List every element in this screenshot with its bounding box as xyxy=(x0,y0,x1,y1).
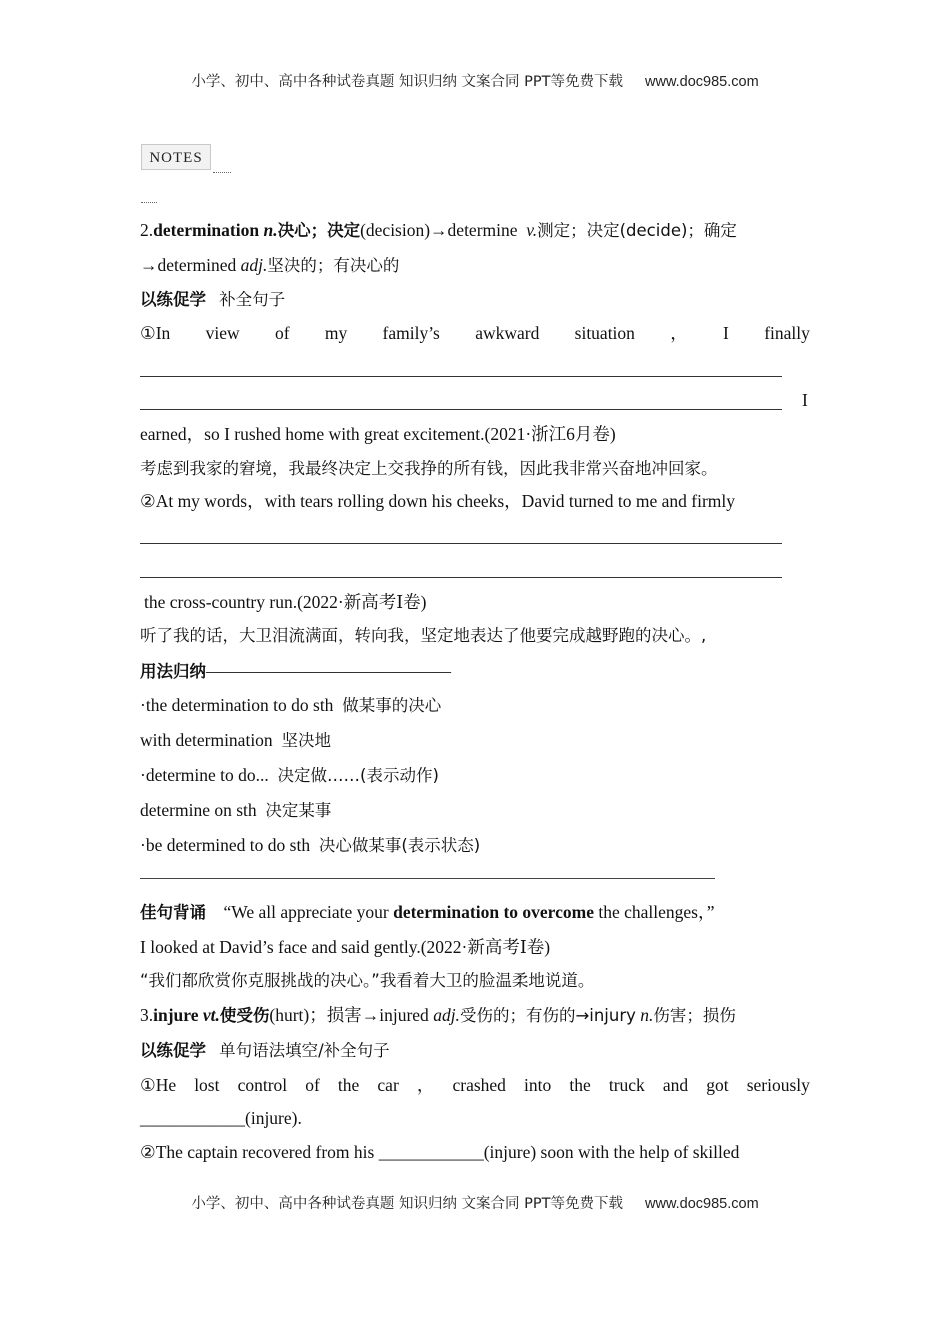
header-url[interactable]: www.doc985.com xyxy=(645,74,759,90)
word: ①In xyxy=(140,323,171,343)
entry2-heading: 2.determination n.决心；决定(decision)→determine v.测定；决定(decide)；确定 xyxy=(140,220,737,240)
word: family’s xyxy=(382,323,440,343)
usage-divider xyxy=(140,878,715,879)
answer-blank[interactable] xyxy=(140,376,782,377)
entry2-practice: 以练促学 补全句子 xyxy=(140,290,286,309)
word: awkward xyxy=(475,323,540,343)
entry3-q1-cont: ____________(injure). xyxy=(140,1108,302,1128)
word: ， xyxy=(670,323,688,343)
word: seriously xyxy=(746,1075,810,1095)
word: into xyxy=(524,1075,552,1095)
notes-divider-dot xyxy=(141,202,157,203)
word: control xyxy=(237,1075,288,1095)
entry3-practice: 以练促学 单句语法填空/补全句子 xyxy=(140,1041,390,1060)
answer-blank[interactable] xyxy=(140,409,782,410)
answer-blank[interactable] xyxy=(140,577,782,578)
page-header xyxy=(0,70,950,91)
entry3-q2: ②The captain recovered from his ____________(injure) soon with the help of skilled xyxy=(140,1142,740,1162)
entry2-quote: 佳句背诵 “We all appreciate your determination to overcome the challenges，” xyxy=(140,902,715,922)
usage-item: ·determine to do... 决定做……(表示动作) xyxy=(140,765,439,785)
word: lost xyxy=(194,1075,220,1095)
word: car xyxy=(377,1075,399,1095)
entry2-heading-cont: →determined adj.坚决的；有决心的 xyxy=(140,255,400,275)
answer-blank[interactable] xyxy=(140,543,782,544)
word: I xyxy=(723,323,729,343)
word: the xyxy=(337,1075,360,1095)
word: the xyxy=(569,1075,591,1095)
entry3-heading: 3.injure vt.使受伤(hurt)；损害→injured adj.受伤的；有伤的→injury n.伤害；损伤 xyxy=(140,1005,736,1025)
word: ①He xyxy=(140,1075,177,1095)
word: and xyxy=(662,1075,689,1095)
entry3-q1 xyxy=(140,1074,810,1096)
word: ， xyxy=(416,1075,435,1095)
word: situation xyxy=(574,323,635,343)
notes-divider xyxy=(213,172,231,173)
word: my xyxy=(324,323,348,343)
usage-item: determine on sth 决定某事 xyxy=(140,800,332,820)
word: truck xyxy=(608,1075,645,1095)
entry2-q2-end: the cross-country run.(2022·新高考Ⅰ卷) xyxy=(144,592,427,612)
header-text: 小学、初中、高中各种试卷真题 知识归纳 文案合同 PPT等免费下载 xyxy=(191,74,624,90)
entry2-q2: ②At my words，with tears rolling down his cheeks，David turned to me and firmly xyxy=(140,491,736,511)
entry2-quote-zh: “我们都欣赏你克服挑战的决心。”我看着大卫的脸温柔地说道。 xyxy=(140,971,595,990)
notes-label: NOTES xyxy=(141,144,211,170)
usage-item: with determination 坚决地 xyxy=(140,730,331,750)
word: finally xyxy=(764,323,810,343)
usage-item: ·be determined to do sth 决心做某事(表示状态) xyxy=(140,835,481,855)
page-footer xyxy=(0,1192,950,1213)
usage-item: ·the determination to do sth 做某事的决心 xyxy=(140,695,442,715)
entry2-usage-heading: 用法归纳—————————————— xyxy=(140,661,451,681)
word: got xyxy=(706,1075,729,1095)
word: of xyxy=(305,1075,320,1095)
entry2-q1-zh: 考虑到我家的窘境，我最终决定上交我挣的所有钱，因此我非常兴奋地冲回家。 xyxy=(140,459,718,478)
entry2-q1 xyxy=(140,322,810,344)
entry2-q2-zh: 听了我的话，大卫泪流满面，转向我，坚定地表达了他要完成越野跑的决心。, xyxy=(140,626,707,645)
word: view xyxy=(205,323,240,343)
entry2-q1-cont: I xyxy=(802,390,808,410)
word: of xyxy=(274,323,290,343)
entry2-q1-end: earned，so I rushed home with great excitement.(2021·浙江6月卷) xyxy=(140,424,616,444)
entry2-quote-cont: I looked at David’s face and said gently.(2022·新高考Ⅰ卷) xyxy=(140,937,551,957)
footer-text: 小学、初中、高中各种试卷真题 知识归纳 文案合同 PPT等免费下载 xyxy=(191,1196,624,1212)
word: crashed xyxy=(452,1075,506,1095)
footer-url[interactable]: www.doc985.com xyxy=(645,1196,759,1212)
